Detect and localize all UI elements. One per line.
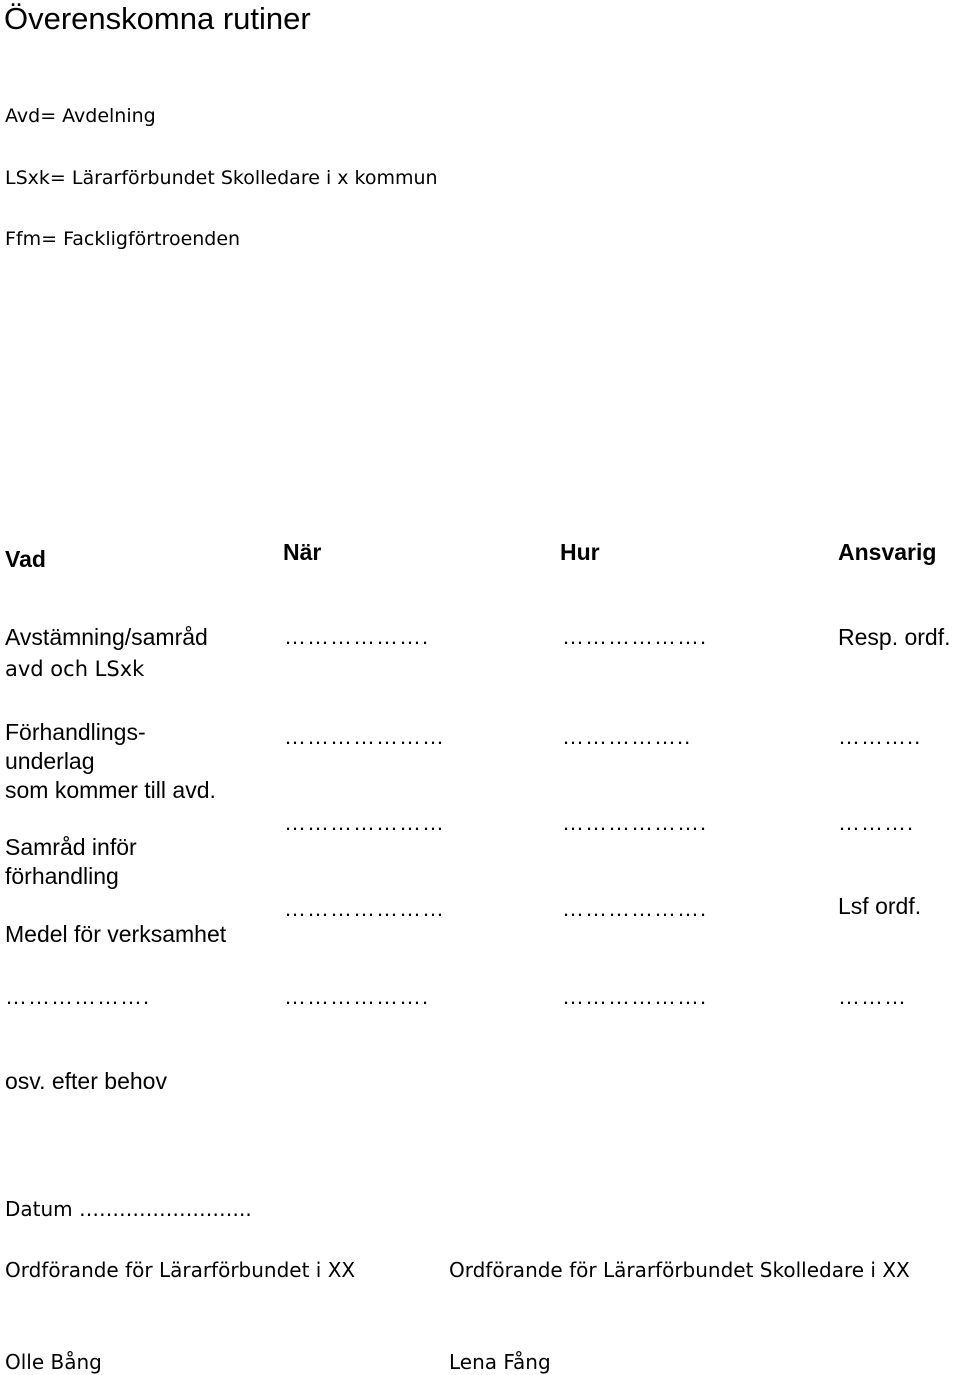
row3-nar: ………………… <box>284 810 445 835</box>
row2-hur: …………….. <box>562 724 692 749</box>
row1-ansvarig: Resp. ordf. <box>838 624 951 650</box>
row5-ansvarig: ……… <box>838 984 907 1009</box>
row5-nar: ………………. <box>284 984 430 1009</box>
row4-vad: Medel för verksamhet <box>5 921 227 947</box>
column-header-ansvarig: Ansvarig <box>838 539 937 565</box>
datum-field: Datum …………………….. <box>5 1197 252 1221</box>
row3-vad-line2: förhandling <box>5 863 119 889</box>
note-text: osv. efter behov <box>5 1068 167 1094</box>
column-header-vad: Vad <box>5 546 46 572</box>
row4-ansvarig: Lsf ordf. <box>838 893 922 919</box>
row3-ansvarig: ………. <box>838 810 915 835</box>
row2-vad-line2: underlag <box>5 748 95 774</box>
signature-name-right: Lena Fång <box>449 1350 551 1374</box>
row2-ansvarig: ……….. <box>838 724 922 749</box>
row5-vad: ………………. <box>5 984 151 1009</box>
row1-nar: ………………. <box>284 624 430 649</box>
column-header-nar: När <box>283 539 322 565</box>
row5-hur: ………………. <box>562 984 708 1009</box>
row3-vad: Samråd inför <box>5 834 137 860</box>
row2-nar: ………………… <box>284 724 445 749</box>
signature-role-right: Ordförande för Lärarförbundet Skolledare i XX <box>449 1258 910 1282</box>
row3-hur: ………………. <box>562 810 708 835</box>
abbreviation-avd: Avd= Avdelning <box>5 105 156 127</box>
signature-role-left: Ordförande för Lärarförbundet i XX <box>5 1258 356 1282</box>
row1-vad-line2: avd och LSxk <box>5 657 145 681</box>
row4-hur: ………………. <box>562 896 708 921</box>
abbreviation-lsxk: LSxk= Lärarförbundet Skolledare i x kommun <box>5 167 438 189</box>
column-header-hur: Hur <box>560 539 600 565</box>
row2-vad-line3: som kommer till avd. <box>5 777 216 803</box>
row4-nar: ………………… <box>284 896 445 921</box>
signature-name-left: Olle Bång <box>5 1350 102 1374</box>
row1-vad: Avstämning/samråd <box>5 624 208 650</box>
row1-hur: ………………. <box>562 624 708 649</box>
row2-vad: Förhandlings- <box>5 719 146 745</box>
page-title: Överenskomna rutiner <box>4 1 311 36</box>
abbreviation-ffm: Ffm= Fackligförtroenden <box>5 228 241 250</box>
